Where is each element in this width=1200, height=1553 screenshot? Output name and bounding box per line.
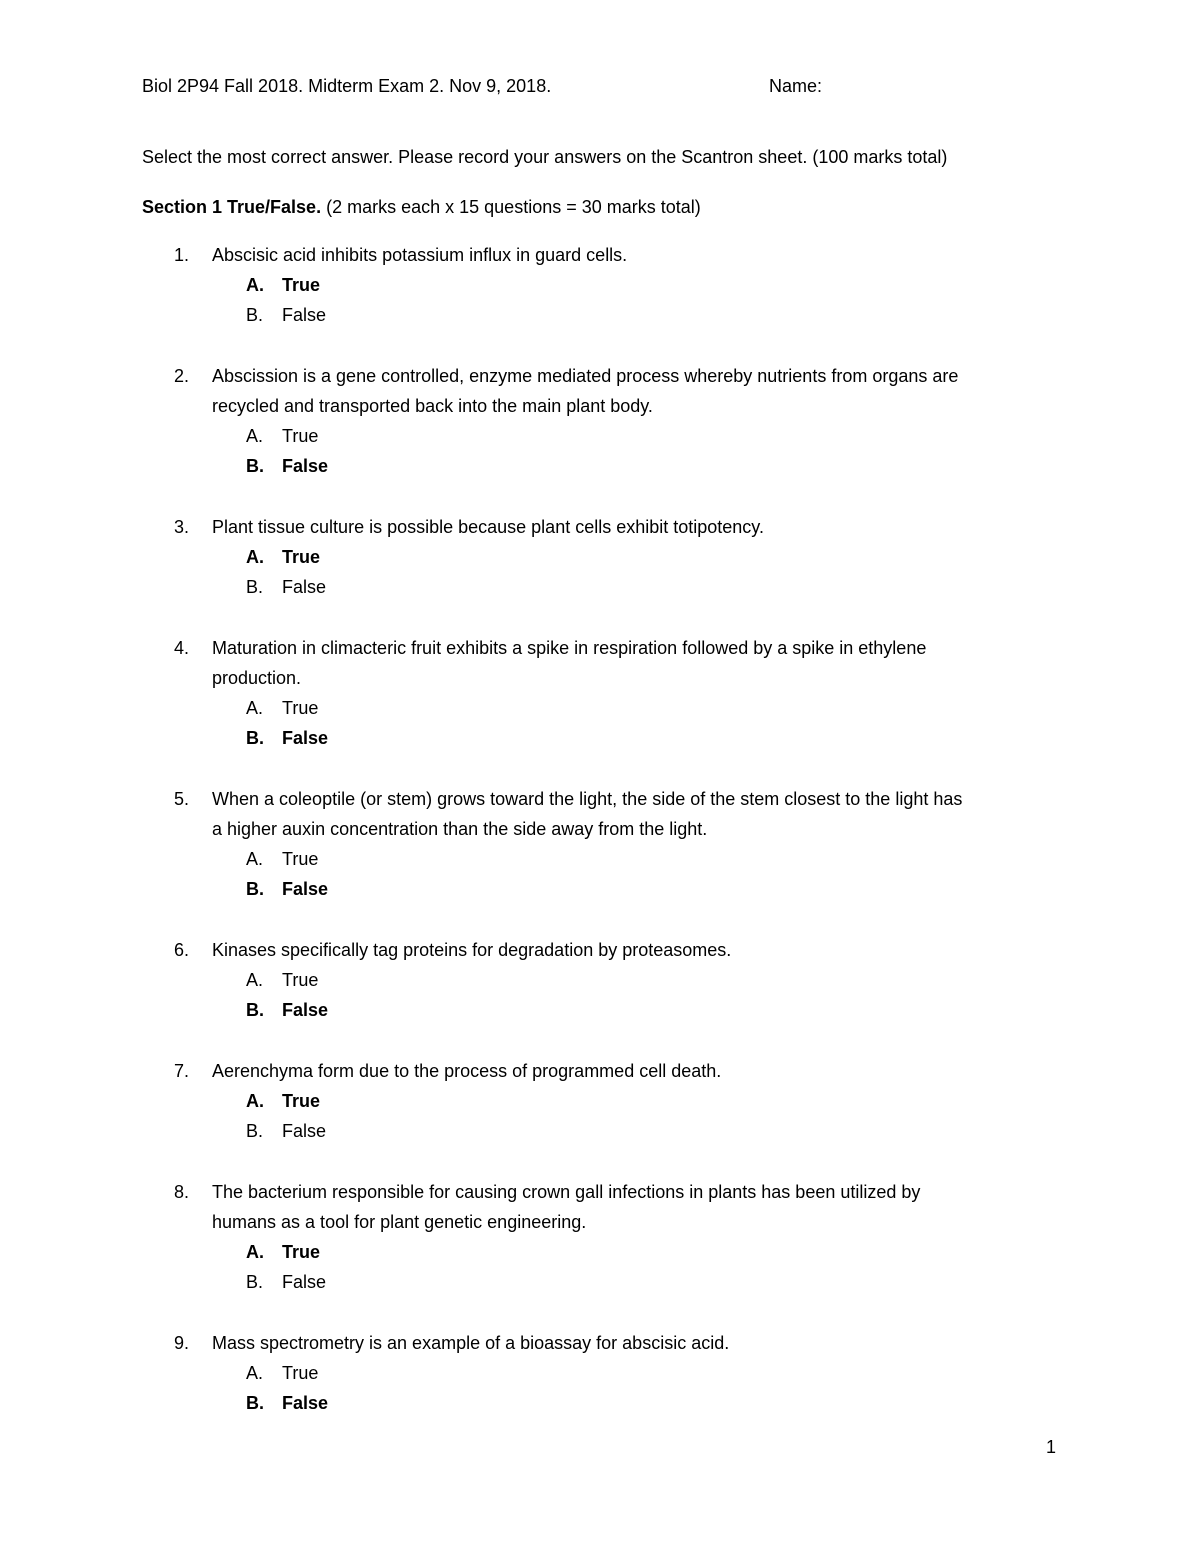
option-letter: A. [246, 1242, 264, 1262]
question-text: humans as a tool for plant genetic engineering. [212, 1212, 587, 1232]
question-text: recycled and transported back into the main plant body. [212, 396, 653, 416]
option-text: False [282, 456, 329, 476]
answer-option [0, 1358, 1200, 1388]
question-text: Mass spectrometry is an example of a bioassay for abscisic acid. [212, 1333, 730, 1353]
option-letter: B. [246, 305, 264, 325]
option-letter: A. [246, 547, 264, 567]
question-line [0, 1056, 1200, 1086]
question-text: Aerenchyma form due to the process of programmed cell death. [212, 1061, 722, 1081]
option-text: False [282, 1000, 329, 1020]
answer-option [0, 1086, 1200, 1116]
question-number: 7. [174, 1061, 190, 1081]
answer-option [0, 421, 1200, 451]
question-number: 8. [174, 1182, 190, 1202]
section-marks: (2 marks each x 15 questions = 30 marks total) [326, 197, 701, 217]
name-label: Name: [769, 76, 823, 96]
question-number: 1. [174, 245, 190, 265]
option-text: True [282, 849, 319, 869]
question-line [0, 633, 1200, 663]
option-text: True [282, 1091, 321, 1111]
question-item [0, 361, 1200, 481]
question-line [0, 512, 1200, 542]
course-exam-line: Biol 2P94 Fall 2018. Midterm Exam 2. Nov 9, 2018. [142, 76, 552, 96]
section-heading [142, 193, 701, 221]
question-item [0, 1177, 1200, 1297]
option-letter: A. [246, 849, 264, 869]
option-letter: A. [246, 1091, 264, 1111]
page-number: 1 [1046, 1437, 1057, 1457]
answer-option [0, 965, 1200, 995]
option-letter: B. [246, 1000, 264, 1020]
question-text: Maturation in climacteric fruit exhibits a spike in respiration followed by a spike in ethylene [212, 638, 927, 658]
option-letter: B. [246, 879, 264, 899]
question-item [0, 633, 1200, 753]
question-item [0, 1056, 1200, 1146]
question-text: Kinases specifically tag proteins for degradation by proteasomes. [212, 940, 732, 960]
option-text: False [282, 879, 329, 899]
option-text: True [282, 547, 321, 567]
question-line [0, 240, 1200, 270]
question-line [0, 814, 1200, 844]
question-number: 2. [174, 366, 190, 386]
option-text: False [282, 1393, 329, 1413]
option-text: True [282, 426, 319, 446]
option-text: True [282, 275, 321, 295]
question-line [0, 391, 1200, 421]
answer-option [0, 1237, 1200, 1267]
exam-instructions: Select the most correct answer. Please record your answers on the Scantron sheet. (100 marks total) [142, 147, 948, 167]
option-letter: A. [246, 426, 264, 446]
question-line [0, 1177, 1200, 1207]
page-header [142, 72, 1042, 100]
question-number: 6. [174, 940, 190, 960]
option-letter: B. [246, 728, 264, 748]
option-text: False [282, 305, 327, 325]
answer-option [0, 1388, 1200, 1418]
answer-option [0, 300, 1200, 330]
question-text: Abscisic acid inhibits potassium influx in guard cells. [212, 245, 628, 265]
question-text: When a coleoptile (or stem) grows toward the light, the side of the stem closest to the light has [212, 789, 963, 809]
question-list [0, 240, 1200, 1449]
option-letter: A. [246, 970, 264, 990]
question-item [0, 1328, 1200, 1418]
question-line [0, 784, 1200, 814]
answer-option [0, 995, 1200, 1025]
question-item [0, 935, 1200, 1025]
question-text: Plant tissue culture is possible because plant cells exhibit totipotency. [212, 517, 764, 537]
option-text: True [282, 1363, 319, 1383]
question-text: Abscission is a gene controlled, enzyme mediated process whereby nutrients from organs are [212, 366, 959, 386]
answer-option [0, 451, 1200, 481]
question-text: production. [212, 668, 302, 688]
question-number: 4. [174, 638, 190, 658]
question-item [0, 240, 1200, 330]
question-line [0, 1328, 1200, 1358]
question-number: 5. [174, 789, 190, 809]
question-line [0, 935, 1200, 965]
question-text: a higher auxin concentration than the side away from the light. [212, 819, 708, 839]
answer-option [0, 874, 1200, 904]
answer-option [0, 542, 1200, 572]
option-letter: B. [246, 456, 264, 476]
question-text: The bacterium responsible for causing crown gall infections in plants has been utilized by [212, 1182, 921, 1202]
answer-option [0, 270, 1200, 300]
option-text: True [282, 698, 319, 718]
answer-option [0, 572, 1200, 602]
option-letter: B. [246, 1393, 264, 1413]
question-line [0, 361, 1200, 391]
question-line [0, 1207, 1200, 1237]
option-text: True [282, 970, 319, 990]
option-text: False [282, 1121, 327, 1141]
answer-option [0, 1267, 1200, 1297]
question-item [0, 512, 1200, 602]
option-letter: A. [246, 698, 264, 718]
option-text: False [282, 728, 329, 748]
question-number: 9. [174, 1333, 190, 1353]
option-text: False [282, 577, 327, 597]
answer-option [0, 723, 1200, 753]
answer-option [0, 1116, 1200, 1146]
answer-option [0, 693, 1200, 723]
question-line [0, 663, 1200, 693]
option-letter: A. [246, 275, 264, 295]
option-text: False [282, 1272, 327, 1292]
option-text: True [282, 1242, 321, 1262]
answer-option [0, 844, 1200, 874]
option-letter: B. [246, 1121, 264, 1141]
option-letter: B. [246, 1272, 264, 1292]
section-title: Section 1 True/False. [142, 197, 322, 217]
question-number: 3. [174, 517, 190, 537]
question-item [0, 784, 1200, 904]
option-letter: B. [246, 577, 264, 597]
option-letter: A. [246, 1363, 264, 1383]
